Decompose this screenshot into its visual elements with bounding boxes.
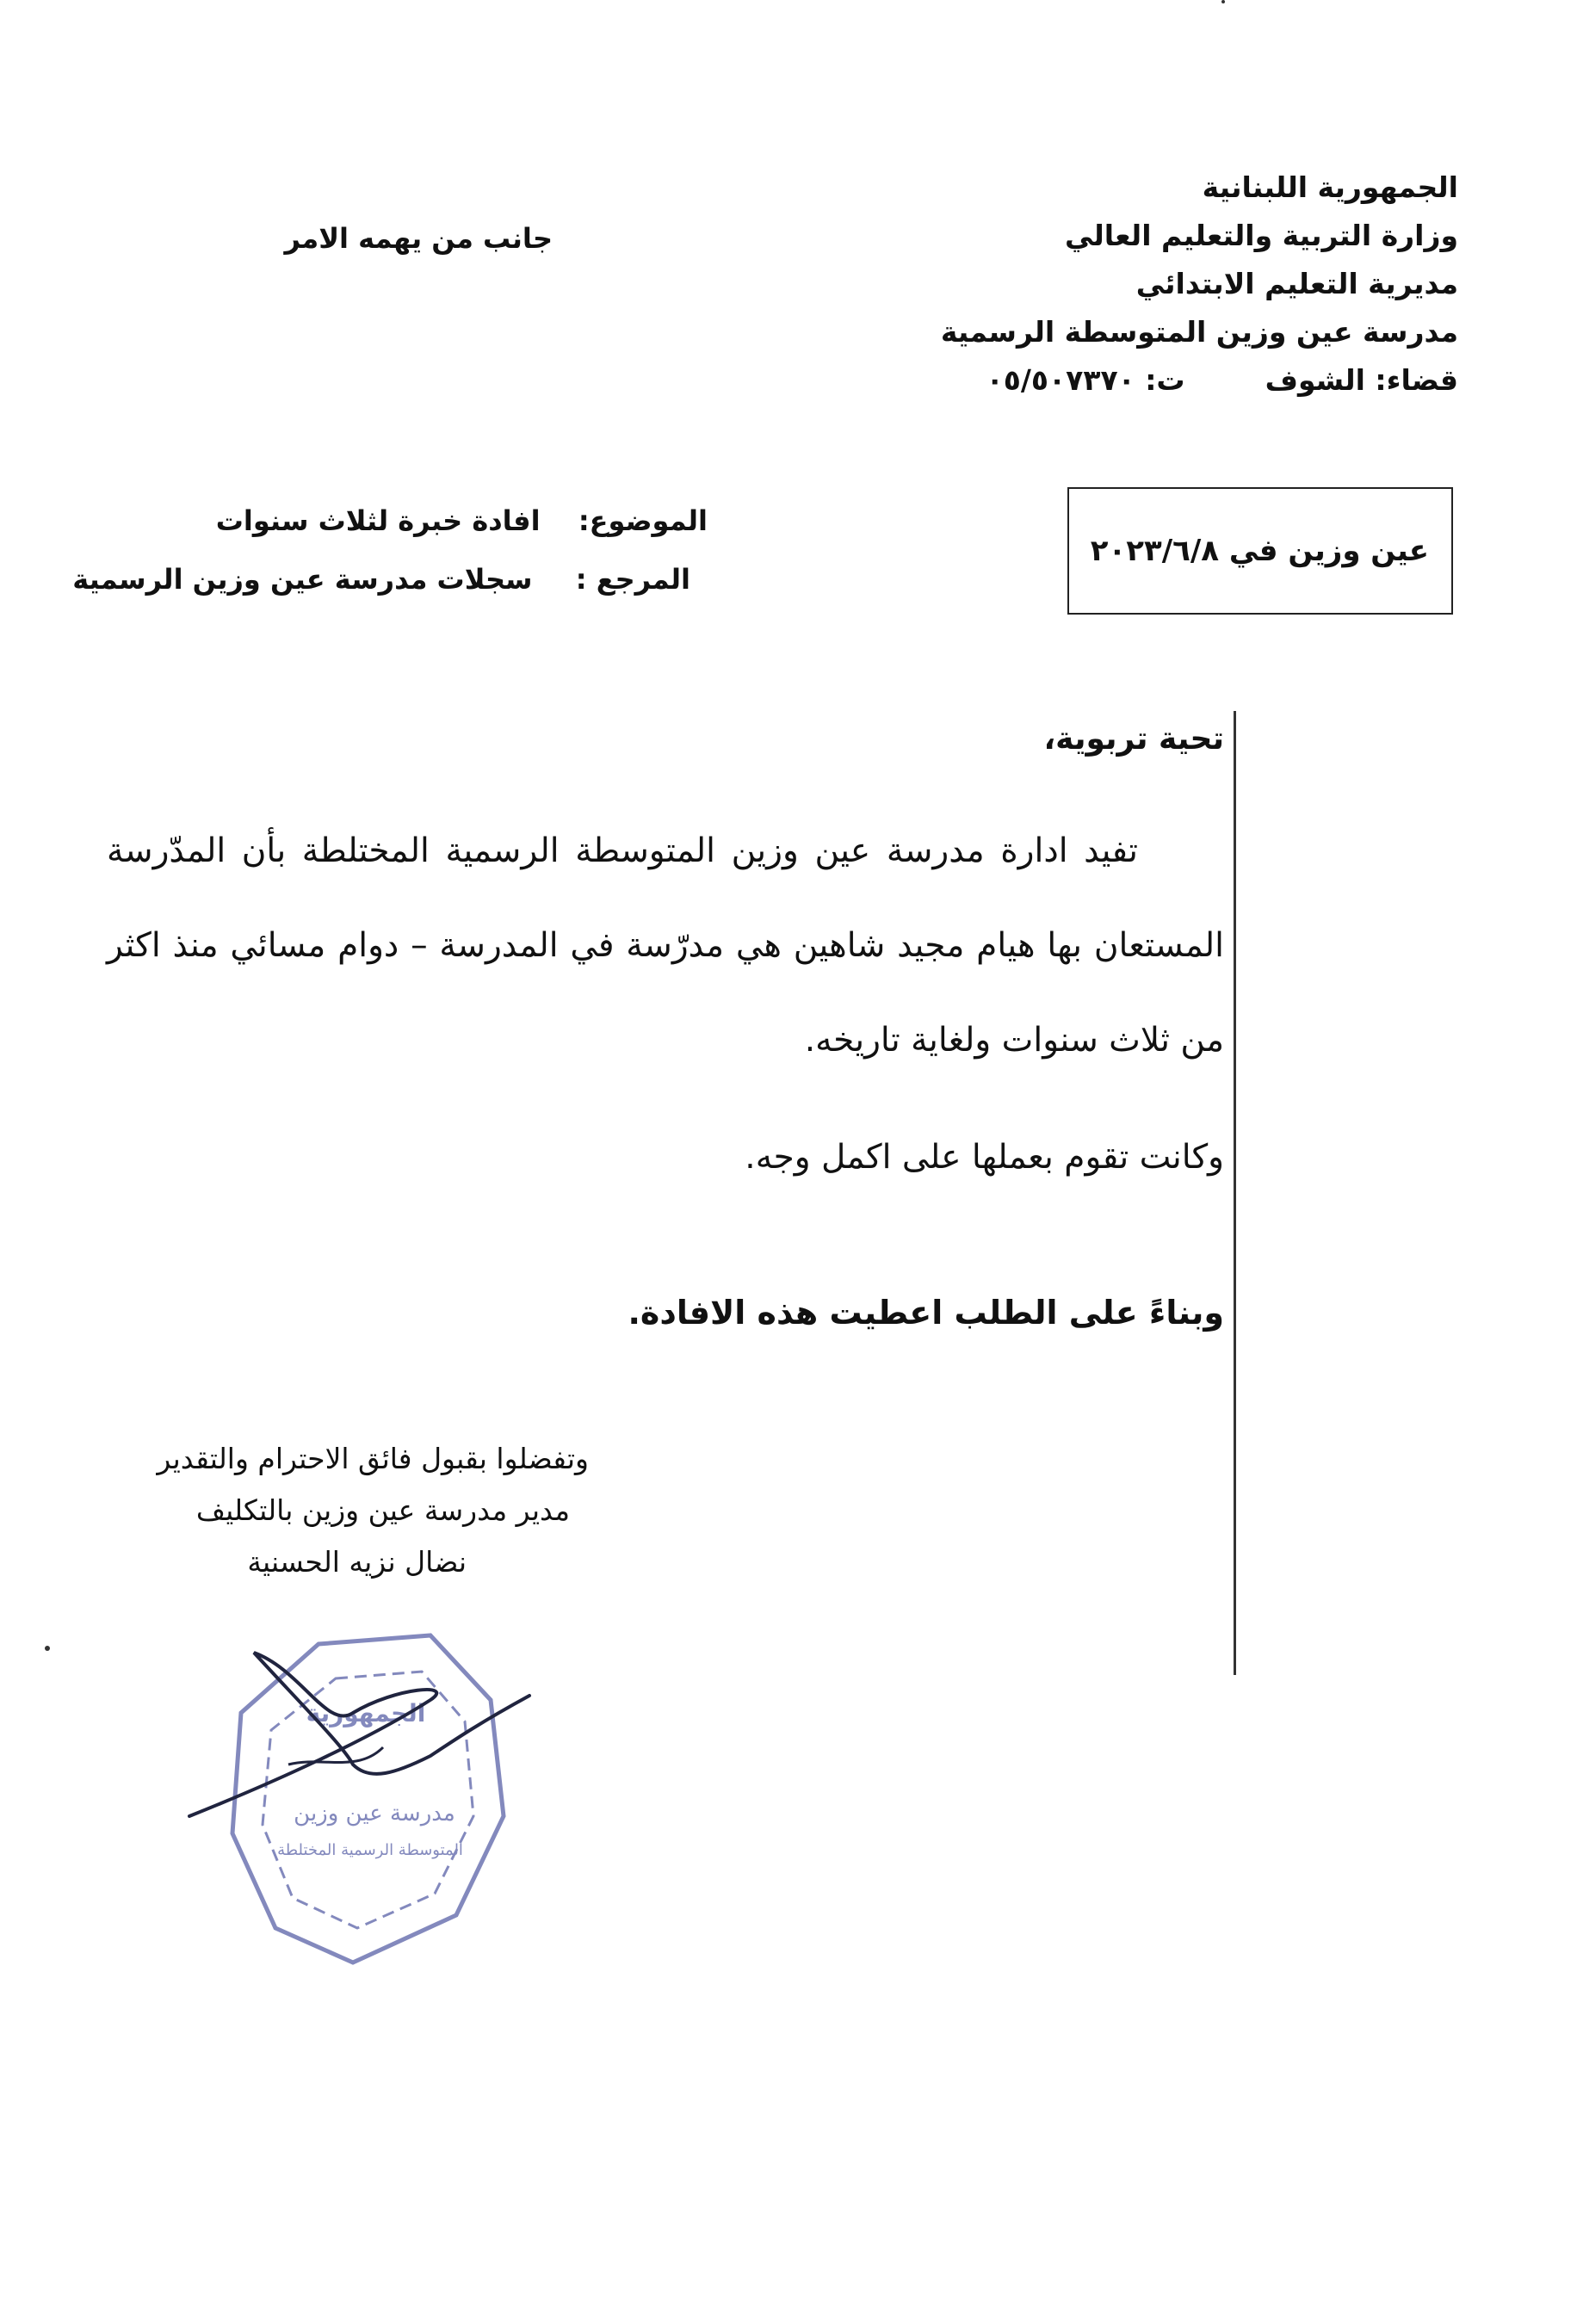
subject-line [216,504,708,537]
stamp-outline [232,1635,504,1962]
letterhead-line-directorate: مديرية التعليم الابتدائي [1135,267,1458,300]
closing-line-3: نضال نزيه الحسنية [247,1545,467,1579]
letterhead-line-republic: الجمهورية اللبنانية [1202,170,1458,204]
closing-line-1: وتفضلوا بقبول فائق الاحترام والتقدير [157,1442,589,1475]
reference-label: المرجع : [575,563,690,596]
scan-speck [1221,0,1225,3]
margin-rule [1234,711,1236,1675]
greeting: تحية تربوية، [1043,721,1224,757]
body-paragraph-1: تفيد ادارة مدرسة عين وزين المتوسطة الرسمية المختلطة بأن المدّرسة المستعان بها هيام مجيد شاهين هي مدرّسة في المدرسة – دوام مسائي منذ اكثر من ثلاث سنوات ولغاية تاريخه. [107,831,1224,1060]
subject-value: افادة خبرة لثلاث سنوات [215,504,541,537]
letterhead-line-school: مدرسة عين وزين المتوسطة الرسمية [940,315,1458,349]
stamp-text-middle: مدرسة عين وزين [294,1801,455,1826]
district-text: قضاء: الشوف [1265,363,1458,397]
date-box [1067,487,1453,615]
reference-line [72,563,690,596]
letterhead-line-district [941,356,1458,405]
letterhead-line-ministry: وزارة التربية والتعليم العالي [1065,219,1458,252]
scan-speck [45,1646,50,1651]
letterhead [941,164,1458,405]
body-paragraph-2: وكانت تقوم بعملها على اكمل وجه. [745,1138,1224,1177]
recipient-line: جانب من يهمه الامر [284,222,553,255]
closing-line-2: مدير مدرسة عين وزين بالتكليف [195,1493,570,1527]
stamp-text-bottom: المتوسطة الرسمية المختلطة [277,1841,463,1859]
school-stamp [172,1618,551,1980]
date-text: عين وزين في ٢٠٢٣/٦/٨ [1090,534,1429,568]
reference-value: سجلات مدرسة عين وزين الرسمية [72,563,533,596]
subject-label: الموضوع: [578,504,708,537]
phone-text: ت: ٠٥/٥٠٧٣٧٠ [986,363,1185,397]
stamp-text-top: الجمهورية [306,1699,426,1728]
body-paragraph-3: وبناءً على الطلب اعطيت هذه الافادة. [628,1294,1224,1332]
